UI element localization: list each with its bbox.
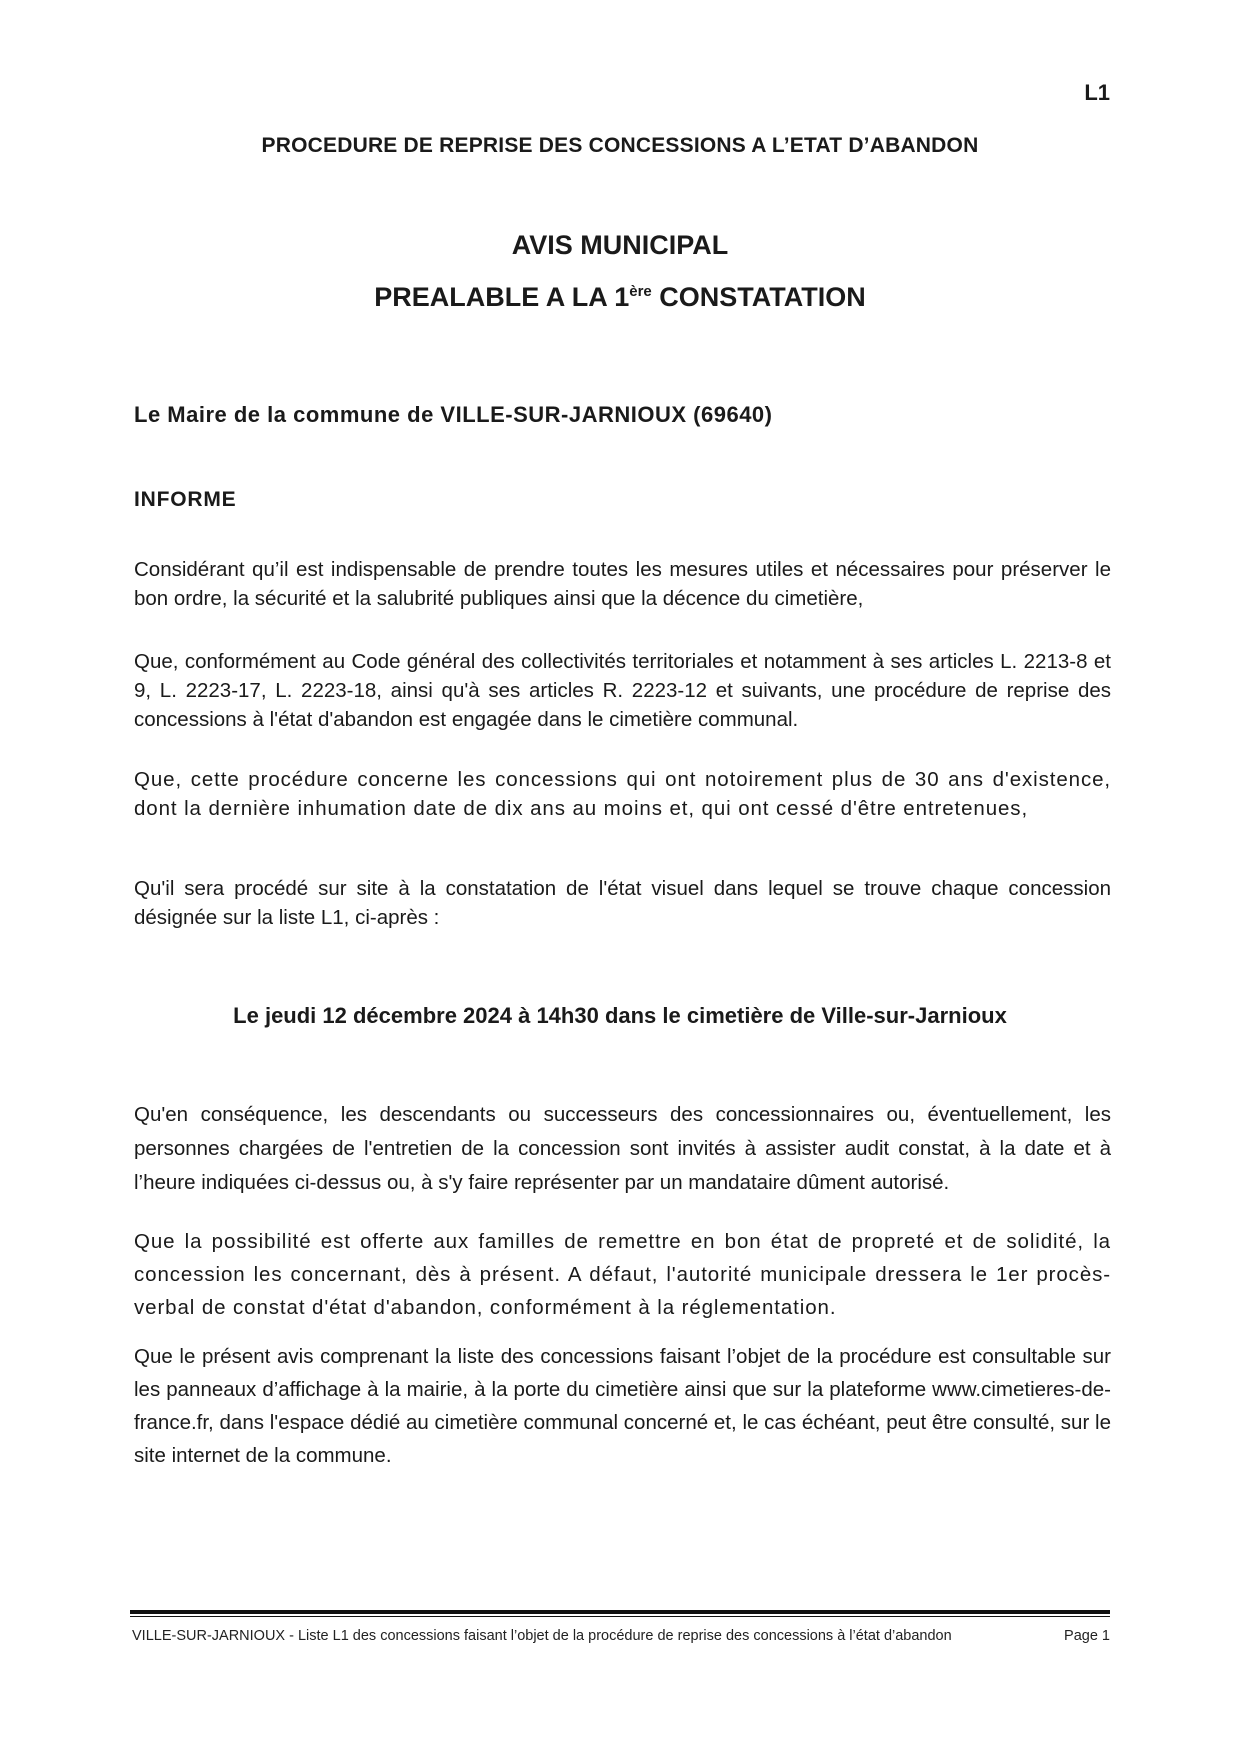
- prealable-suffix: CONSTATATION: [651, 282, 866, 312]
- paragraph-possibilite: Que la possibilité est offerte aux familles de remettre en bon état de propreté et de solidité, la concession les concernant, dès à présent. A défaut, l'autorité municipale dressera le 1er procès-verbal de constat d'état d'abandon, conformément à la réglementation.: [134, 1230, 1111, 1319]
- footer-rule-thin: [130, 1616, 1110, 1617]
- paragraph-code-general: Que, conformément au Code général des collectivités territoriales et notamment à ses articles L. 2213-8 et 9, L. 2223-17, L. 2223-18, ainsi qu'à ses articles R. 2223-12 et suivants, une procédure de reprise des concessions à l'état d'abandon est engagée dans le cimetière communal.: [134, 650, 1111, 731]
- informe-heading: INFORME: [134, 488, 237, 511]
- procedure-title: PROCEDURE DE REPRISE DES CONCESSIONS A L’ETAT D’ABANDON: [261, 134, 979, 157]
- prealable-prefix: PREALABLE A LA 1: [374, 282, 630, 312]
- footer-rule: [130, 1610, 1110, 1614]
- maire-line: Le Maire de la commune de VILLE-SUR-JARNIOUX (69640): [134, 402, 773, 427]
- page-number: Page 1: [1064, 1628, 1110, 1644]
- paragraph-descendants: Qu'en conséquence, les descendants ou successeurs des concessionnaires ou, éventuellement, les personnes chargées de l'entretien de la concession sont invités à assister audit constat, à la date et à l’heure indiquées ci-dessus ou, à s'y faire représenter par un mandataire dûment autorisé.: [134, 1103, 1111, 1194]
- paragraph-consultation: Que le présent avis comprenant la liste des concessions faisant l’objet de la procédure est consultable sur les panneaux d’affichage à la mairie, à la porte du cimetière ainsi que sur la plateforme www.cimetieres-de-france.fr, dans l'espace dédié au cimetière communal concerné et, le cas échéant, peut être consulté, sur le site internet de la commune.: [134, 1345, 1111, 1467]
- prealable-superscript: ère: [629, 283, 652, 300]
- paragraph-considerant: Considérant qu’il est indispensable de prendre toutes les mesures utiles et nécessaires pour préserver le bon ordre, la sécurité et la salubrité publiques ainsi que la décence du cimetière,: [134, 558, 1111, 610]
- document-reference: L1: [1084, 80, 1110, 105]
- prealable-title: [130, 282, 1110, 313]
- constat-date-line: Le jeudi 12 décembre 2024 à 14h30 dans le cimetière de Ville-sur-Jarnioux: [233, 1003, 1007, 1028]
- footer-text: VILLE-SUR-JARNIOUX - Liste L1 des concessions faisant l’objet de la procédure de reprise des concessions à l’état d’abandon: [132, 1628, 952, 1644]
- paragraph-constatation: Qu'il sera procédé sur site à la constatation de l'état visuel dans lequel se trouve chaque concession désignée sur la liste L1, ci-après :: [134, 877, 1111, 929]
- avis-title: AVIS MUNICIPAL: [511, 230, 729, 260]
- paragraph-procedure-scope: Que, cette procédure concerne les concessions qui ont notoirement plus de 30 ans d'existence, dont la dernière inhumation date de dix ans au moins et, qui ont cessé d'être entretenues,: [134, 768, 1111, 820]
